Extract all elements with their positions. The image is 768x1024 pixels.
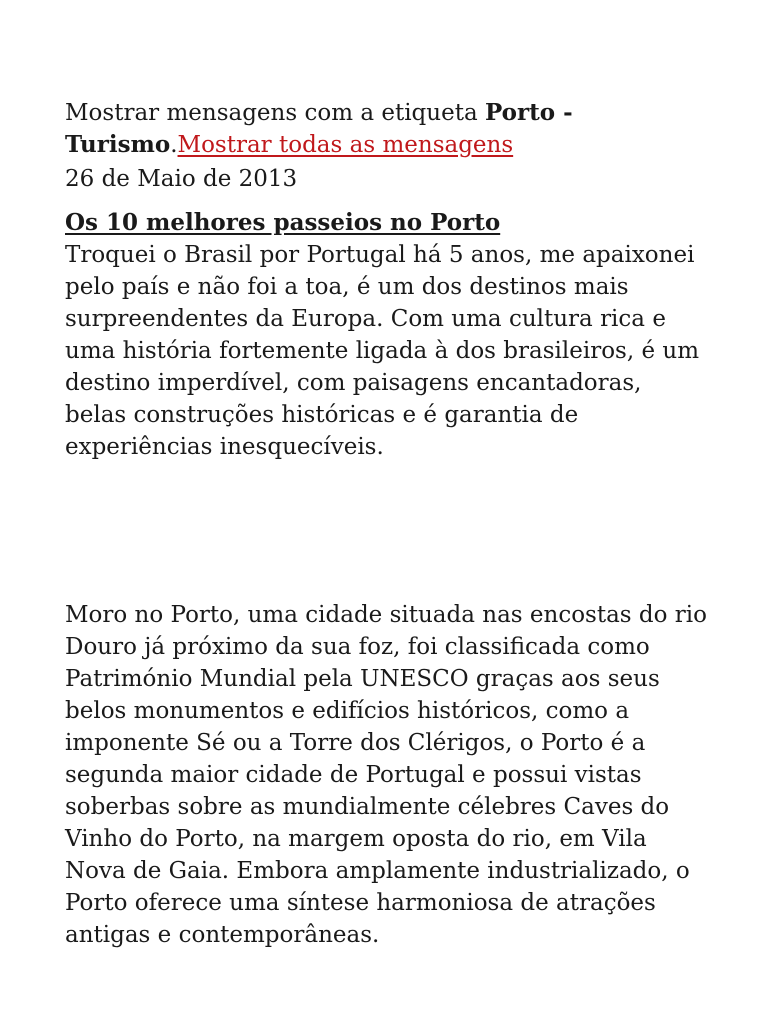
label-filter-notice — [65, 97, 728, 129]
paragraph-line: antigas e contemporâneas. — [65, 922, 380, 948]
label-filter-notice-line2 — [65, 129, 728, 161]
paragraph-line: belos monumentos e edifícios históricos, como a — [65, 698, 630, 724]
paragraph-line: Património Mundial pela UNESCO graças aos seus — [65, 666, 660, 692]
paragraph-line: imponente Sé ou a Torre dos Clérigos, o Porto é a — [65, 730, 646, 756]
paragraph-line: destino imperdível, com paisagens encantadoras, — [65, 370, 642, 396]
paragraph-line: experiências inesquecíveis. — [65, 434, 384, 460]
paragraph-line: Moro no Porto, uma cidade situada nas encostas do rio — [65, 602, 708, 628]
paragraph-line: Douro já próximo da sua foz, foi classificada como — [65, 634, 650, 660]
paragraph-line: segunda maior cidade de Portugal e possui vistas — [65, 762, 642, 788]
paragraph-line: uma história fortemente ligada à dos brasileiros, é um — [65, 338, 700, 364]
paragraph-line: Vinho do Porto, na margem oposta do rio, em Vila — [65, 826, 647, 852]
label-name-part2: Turismo — [65, 131, 171, 158]
paragraph-line: soberbas sobre as mundialmente célebres Caves do — [65, 794, 670, 820]
post-date: 26 de Maio de 2013 — [65, 166, 298, 192]
show-all-posts-link[interactable]: Mostrar todas as mensagens — [177, 132, 514, 158]
label-filter-prefix: Mostrar mensagens com a etiqueta — [65, 100, 485, 126]
post-title[interactable]: Os 10 melhores passeios no Porto — [65, 209, 501, 236]
post-paragraph-1 — [65, 239, 728, 463]
paragraph-line: pelo país e não foi a toa, é um dos destinos mais — [65, 274, 629, 300]
paragraph-line: surpreendentes da Europa. Com uma cultura rica e — [65, 306, 666, 332]
paragraph-line: Porto oferece uma síntese harmoniosa de atrações — [65, 890, 656, 916]
post-paragraph-2 — [65, 599, 728, 951]
label-name-part1: Porto - — [484, 99, 573, 126]
label-dot: . — [170, 132, 178, 158]
paragraph-line: Troquei o Brasil por Portugal há 5 anos, me apaixonei — [65, 242, 695, 268]
paragraph-line: Nova de Gaia. Embora amplamente industrializado, o — [65, 858, 690, 884]
paragraph-line: belas construções históricas e é garantia de — [65, 402, 579, 428]
